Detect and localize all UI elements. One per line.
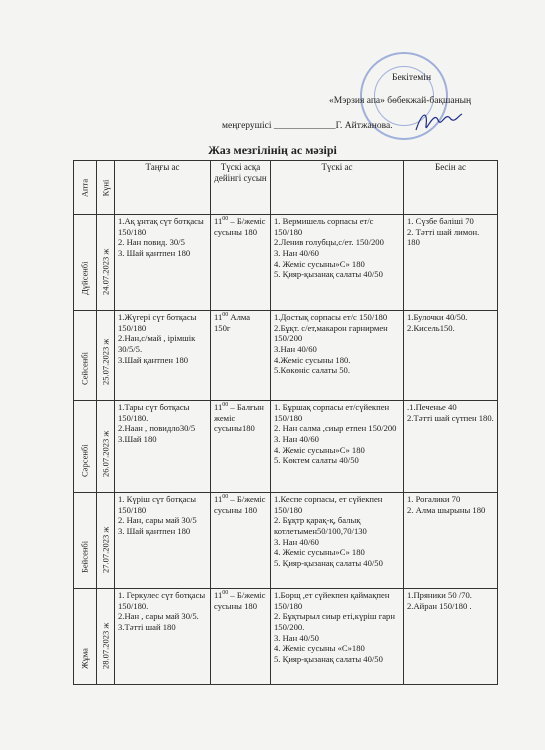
menu-row xyxy=(74,401,498,493)
approval-line-1: Бекітемін xyxy=(392,73,432,83)
pre-lunch-cell: $11^{00}$ – Б/жеміс сусыны 180 xyxy=(211,215,271,311)
menu-row xyxy=(74,493,498,589)
menu-item: 2. Нан повид. 30/5 xyxy=(118,237,185,248)
menu-item: 4. Жеміс сусыны»С» 180 xyxy=(274,258,365,269)
menu-item: 5. Қияр-қызанақ салаты 40/50 xyxy=(274,269,383,280)
menu-item: 1.Борщ ,ет сүйекпен қаймақпен 150/180 xyxy=(274,590,390,611)
menu-row xyxy=(74,311,498,401)
weekday-cell: Жұма xyxy=(74,589,97,685)
menu-item: 3.Тәтті шай 180 xyxy=(118,621,176,632)
menu-item: 1. Күріш сүт ботқасы 150/180 xyxy=(118,494,196,515)
snack-cell xyxy=(404,215,498,311)
lunch-cell xyxy=(271,589,404,685)
pre-lunch-cell: $11^{00}$ – Б/жеміс сусыны 180 xyxy=(211,589,271,685)
pre-lunch-cell: $11^{00}$ – Б/жеміс сусыны 180 xyxy=(211,493,271,589)
menu-item: 1.Кеспе сорпасы, ет сүйекпен 150/180 xyxy=(274,494,383,515)
date-cell: 26.07.2023 ж xyxy=(97,401,115,493)
menu-item: 2.Айран 150/180 . xyxy=(407,600,472,611)
menu-item: 5. Қияр-қызанақ салаты 40/50 xyxy=(274,557,383,568)
menu-item: 1.Ақ ұнтақ сүт ботқасы 150/180 xyxy=(118,216,204,237)
menu-item: 3. Шай қантпен 180 xyxy=(118,525,191,536)
snack-cell xyxy=(404,493,498,589)
snack-cell xyxy=(404,311,498,401)
menu-item: 1. Рогалики 70 xyxy=(407,494,461,504)
menu-item: 5. Көктем салаты 40/50 xyxy=(274,455,359,466)
pre-lunch-cell: $11^{00}$ Алма 150г xyxy=(211,311,271,401)
breakfast-cell xyxy=(115,401,211,493)
menu-item: 3.Шай қантпен 180 xyxy=(118,354,189,365)
header-snack: Бесін ас xyxy=(404,161,498,215)
date-cell: 24.07.2023 ж xyxy=(97,215,115,311)
menu-item: 5. Қияр-қызанақ салаты 40/50 xyxy=(274,653,383,664)
menu-item: 2. Тәтті шай лимон. 180 xyxy=(407,226,480,248)
menu-item: 4. Жеміс сусыны»С» 180 xyxy=(274,444,365,455)
menu-item: .1.Печенье 40 xyxy=(407,402,457,412)
menu-item: 2.Наан , повидло30/5 xyxy=(118,423,196,434)
menu-item: 2. Бұқтр қарақ-қ, балық котлетымен50/100,70/130 xyxy=(274,515,367,536)
approval-line-2: «Мэрзия апа» бөбекжай-бақшаның xyxy=(329,96,472,106)
weekday-cell: Бейсенбі xyxy=(74,493,97,589)
menu-item: 3. Нан 40/60 xyxy=(274,247,319,258)
menu-item: 2. Алма шырыны 180 xyxy=(407,504,486,515)
menu-item: 1. Бұршақ сорпасы ет/сүйекпен 150/180 xyxy=(274,402,390,423)
menu-item: 1. Сүзбе бәліші 70 xyxy=(407,216,474,226)
menu-item: 1.Жүгері сүт ботқасы 150/180 xyxy=(118,312,197,333)
lunch-cell xyxy=(271,311,404,401)
lunch-cell xyxy=(271,215,404,311)
menu-item: 2.Ленив голубцы,с/ет. 150/200 xyxy=(274,237,384,248)
snack-cell xyxy=(404,401,498,493)
header-breakfast: Таңғы ас xyxy=(115,161,211,215)
menu-item: 3.Шай 180 xyxy=(118,433,157,444)
weekday-cell: Сәрсенбі xyxy=(74,401,97,493)
menu-item: 2. Бұқтырыл сиыр еті,күріш гарн 150/200. xyxy=(274,611,395,632)
header-week: Апта xyxy=(74,161,97,215)
menu-row xyxy=(74,589,498,685)
header-lunch: Түскі ас xyxy=(271,161,404,215)
menu-item: 3. Нан 40/60 xyxy=(274,433,319,444)
menu-item: 1.Пряники 50 /70. xyxy=(407,590,472,600)
menu-item: 4.Жеміс сусыны 180. xyxy=(274,354,351,365)
approval-line-3: меңгерушісі _____________Г. Айтжанова. xyxy=(222,121,393,131)
header-pre-lunch: Түскі асқа дейінгі сусын xyxy=(211,161,271,215)
menu-item: 2.Нан , сары май 30/5. xyxy=(118,611,199,622)
weekday-cell: Дүйсенбі xyxy=(74,215,97,311)
lunch-cell xyxy=(271,401,404,493)
header-day: Күні xyxy=(97,161,115,215)
menu-item: 3. Нан 40/60 xyxy=(274,536,319,547)
weekday-cell: Сейсенбі xyxy=(74,311,97,401)
menu-item: 3. Нан 40/50 xyxy=(274,632,319,643)
menu-item: 1. Вермишель сорпасы ет/с 150/180 xyxy=(274,216,374,237)
menu-item: 1.Булочки 40/50. xyxy=(407,312,468,322)
breakfast-cell xyxy=(115,589,211,685)
page-title: Жаз мезгілінің ас мәзірі xyxy=(208,143,337,157)
menu-item: 5.Көкөніс салаты 50. xyxy=(274,365,351,376)
lunch-cell xyxy=(271,493,404,589)
menu-item: 1. Геркулес сүт ботқасы 150/180. xyxy=(118,590,206,611)
menu-item: 4. Жеміс сусыны»С» 180 xyxy=(274,547,365,558)
snack-cell xyxy=(404,589,498,685)
menu-item: 1.Тары сүт ботқасы 150/180. xyxy=(118,402,190,423)
date-cell: 25.07.2023 ж xyxy=(97,311,115,401)
date-cell: 27.07.2023 ж xyxy=(97,493,115,589)
menu-row xyxy=(74,215,498,311)
date-cell: 28.07.2023 ж xyxy=(97,589,115,685)
menu-item: 4. Жеміс сусыны «С»180 xyxy=(274,643,365,654)
menu-item: 2.Нан,с/май , ірімшік 30/5/5. xyxy=(118,333,196,354)
menu-table xyxy=(73,160,498,685)
handwritten-signature xyxy=(412,106,464,138)
pre-lunch-cell: $11^{00}$ – Балғын жеміс сусыны180 xyxy=(211,401,271,493)
menu-item: 3.Нан 40/60 xyxy=(274,343,317,354)
breakfast-cell xyxy=(115,311,211,401)
menu-item: 2.Бұқт. с/ет,макарон гарнирмен 150/200 xyxy=(274,322,388,344)
breakfast-cell xyxy=(115,215,211,311)
menu-item: 2. Нан, сары май 30/5 xyxy=(118,515,197,526)
menu-item: 2.Тәтті шай сүтпен 180. xyxy=(407,412,494,423)
menu-item: 2. Нан салма ,сиыр етпен 150/200 xyxy=(274,423,397,434)
breakfast-cell xyxy=(115,493,211,589)
menu-item: 2.Кисель150. xyxy=(407,322,455,333)
menu-item: 1.Достық сорпасы ет/с 150/180 xyxy=(274,312,388,322)
menu-item: 3. Шай қантпен 180 xyxy=(118,247,191,258)
